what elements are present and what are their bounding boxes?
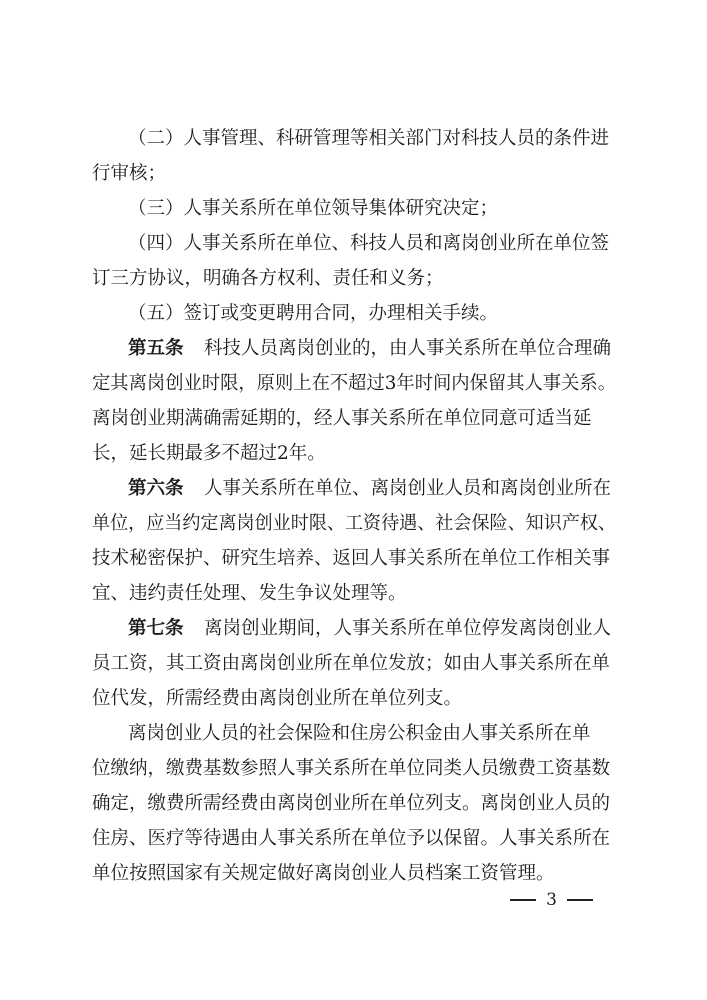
line-text: 离岗创业期间，人事关系所在单位停发离岗创业人 [204, 618, 612, 639]
page-number: 3 [546, 890, 557, 910]
left-dash-icon [510, 899, 536, 901]
article-heading: 第七条 [128, 618, 184, 639]
line-text: 员工资，其工资由离岗创业所在单位发放；如由人事关系所在单 [92, 653, 611, 674]
line-text: 确定，缴费所需经费由离岗创业所在单位列支。离岗创业人员的 [92, 793, 611, 814]
line-text: 科技人员离岗创业的，由人事关系所在单位合理确 [204, 338, 612, 359]
article-heading: 第五条 [128, 338, 184, 359]
line-text: 单位，应当约定离岗创业时限、工资待遇、社会保险、知识产权、 [92, 513, 616, 534]
line-text: （二）人事管理、科研管理等相关部门对科技人员的条件进 [128, 128, 610, 149]
line-text: 行审核； [92, 163, 167, 184]
line-text: （四）人事关系所在单位、科技人员和离岗创业所在单位签 [128, 233, 610, 254]
line-text: （五）签订或变更聘用合同，办理相关手续。 [128, 303, 499, 324]
line-text: 人事关系所在单位、离岗创业人员和离岗创业所在 [204, 478, 612, 499]
line-text: 位代发，所需经费由离岗创业所在单位列支。 [92, 688, 463, 709]
line-text: 技术秘密保护、研究生培养、返回人事关系所在单位工作相关事 [92, 548, 611, 569]
line-text: 住房、医疗等待遇由人事关系所在单位予以保留。人事关系所在 [92, 828, 611, 849]
line-text: 离岗创业人员的社会保险和住房公积金由人事关系所在单 [128, 723, 591, 744]
line-text: （三）人事关系所在单位领导集体研究决定； [128, 198, 499, 219]
line-text: 长，延长期最多不超过2年。 [92, 443, 326, 464]
line-text: 位缴纳，缴费基数参照人事关系所在单位同类人员缴费工资基数 [92, 758, 611, 779]
line-text: 宜、违约责任处理、发生争议处理等。 [92, 583, 407, 604]
right-dash-icon [567, 899, 593, 901]
page-number-footer [510, 890, 593, 910]
line-text: 定其离岗创业时限，原则上在不超过3年时间内保留其人事关系。 [92, 373, 616, 394]
line-text: 单位按照国家有关规定做好离岗创业人员档案工资管理。 [92, 863, 555, 884]
line-text: 离岗创业期满确需延期的，经人事关系所在单位同意可适当延 [92, 408, 592, 429]
line-text: 订三方协议，明确各方权利、责任和义务； [92, 268, 444, 289]
article-heading: 第六条 [128, 478, 184, 499]
